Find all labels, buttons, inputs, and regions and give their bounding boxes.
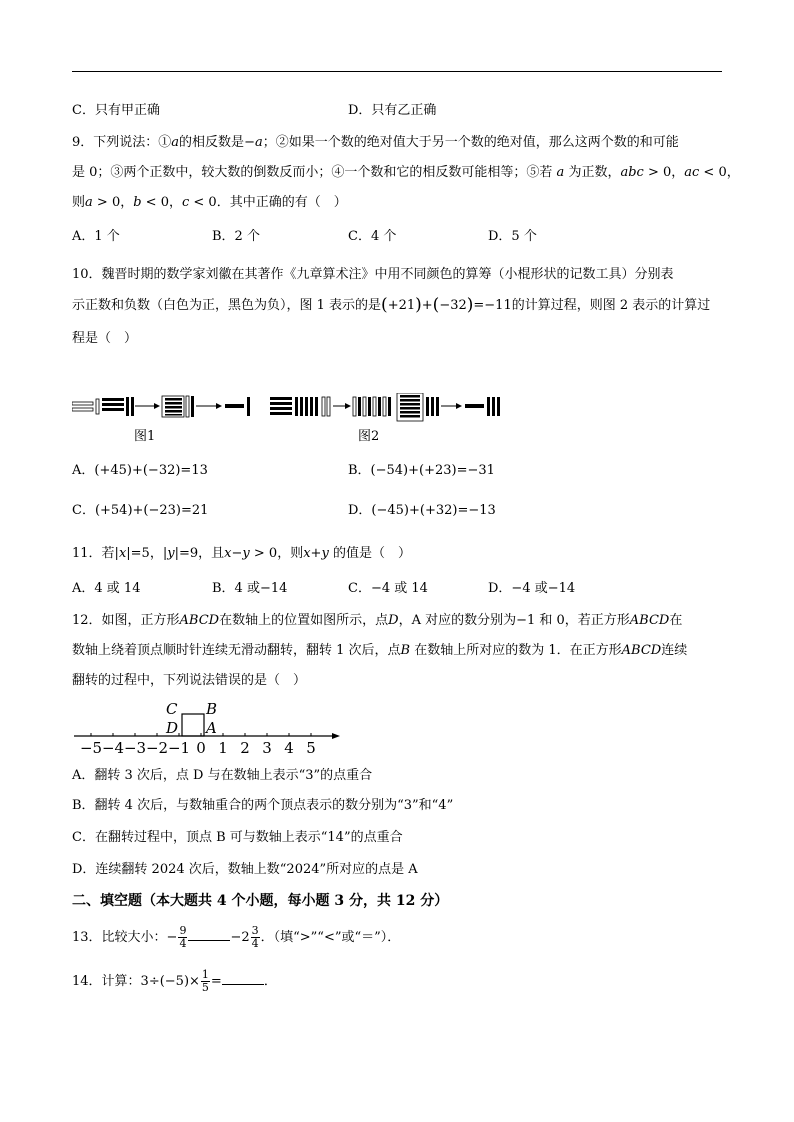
- axis-tick-label: 0: [196, 739, 206, 756]
- vertex-b-label: B: [206, 700, 218, 718]
- q12-option-a: A．翻转 3 次后，点 D 与在数轴上表示“3”的点重合: [72, 768, 373, 783]
- axis-tick-label: −3: [123, 739, 147, 756]
- axis-tick-label: 1: [218, 739, 228, 756]
- q11-option-d: D．−4 或−14: [488, 581, 576, 596]
- q8-option-c: C．只有甲正确: [72, 103, 160, 118]
- number-line-figure: [72, 698, 352, 756]
- header-rule: [72, 71, 722, 72]
- axis-tick-label: −2: [145, 739, 169, 756]
- q13-answer-blank[interactable]: [188, 928, 230, 941]
- q10-option-b: B．(−54)+(+23)=−31: [348, 463, 495, 478]
- q10-option-a: A．(+45)+(−32)=13: [72, 463, 208, 478]
- q8-option-d: D．只有乙正确: [348, 103, 437, 118]
- q9-option-a: A．1 个: [72, 229, 120, 244]
- vertex-a-label: A: [206, 719, 217, 737]
- q12-option-b: B．翻转 4 次后，与数轴重合的两个顶点表示的数分别为“3”和“4”: [72, 798, 454, 813]
- q9-option-c: C．4 个: [348, 229, 397, 244]
- q10-option-d: D．(−45)+(+32)=−13: [348, 503, 496, 518]
- q12-option-d: D．连续翻转 2024 次后，数轴上数“2024”所对应的点是 A: [72, 862, 418, 877]
- q9-line3: 则a > 0，b < 0，c < 0．其中正确的有（ ）: [72, 195, 347, 210]
- q12-line3: 翻转的过程中，下列说法错误的是（ ）: [72, 673, 307, 688]
- q12-option-c: C．在翻转过程中，顶点 B 可与数轴上表示“14”的点重合: [72, 830, 403, 845]
- axis-tick-label: −1: [167, 739, 191, 756]
- q11-option-b: B．4 或−14: [212, 581, 288, 596]
- q10-line1: 10．魏晋时期的数学家刘徽在其著作《九章算术注》中用不同颜色的算筹（小棍形状的记数工具）分别表: [72, 267, 674, 282]
- q11-option-a: A．4 或 14: [72, 581, 141, 596]
- q14-answer-blank[interactable]: [222, 972, 264, 985]
- q9-line2: 是 0；③两个正数中，较大数的倒数反而小；④一个数和它的相反数可能相等；⑤若 a 为正数，abc > 0，ac < 0，: [72, 165, 740, 180]
- q9-option-b: B．2 个: [212, 229, 260, 244]
- q14-line: 14．计算：3÷(−5)× $\frac{1}{5}$ = ．: [72, 968, 277, 994]
- axis-tick-label: 5: [306, 739, 316, 756]
- axis-tick-label: 4: [284, 739, 294, 756]
- fig1-rods: [72, 396, 250, 417]
- counting-rods-figure: [72, 393, 512, 423]
- fig1-label: 图1: [134, 429, 156, 444]
- vertex-d-label: D: [166, 719, 179, 737]
- axis-tick-label: −4: [101, 739, 125, 756]
- q12-line2: 数轴上绕着顶点顺时针连续无滑动翻转，翻转 1 次后，点B 在数轴上所对应的数为 1．在正方形ABCD连续: [72, 643, 688, 658]
- q10-line2: 示正数和负数（白色为正，黑色为负），图 1 表示的是(+21)+(−32)=−11的计算过程，则图 2 表示的计算过: [72, 295, 711, 315]
- q12-line1: 12．如图，正方形ABCD在数轴上的位置如图所示，点D，A 对应的数分别为−1 和 0，若正方形ABCD在: [72, 613, 683, 628]
- axis-tick-label: 2: [240, 739, 250, 756]
- section2-heading: 二、填空题（本大题共 4 个小题，每小题 3 分，共 12 分）: [72, 893, 449, 909]
- q13-line: 13．比较大小：− $\frac{9}{4}$ −2 $\frac{3}{4}$ ．（填“>”“<”或“＝”）．: [72, 924, 401, 950]
- fig2-rods: [270, 393, 500, 421]
- q11-line1: 11．若|x|=5，|y|=9，且x−y > 0，则x+y 的值是（ ）: [72, 546, 411, 561]
- fig2-label: 图2: [358, 429, 380, 444]
- q10-line3: 程是（ ）: [72, 331, 138, 346]
- axis-tick-label: 3: [262, 739, 272, 756]
- q10-option-c: C．(+54)+(−23)=21: [72, 503, 209, 518]
- square-abcd: [182, 714, 204, 736]
- axis-tick-label: −5: [79, 739, 103, 756]
- q9-option-d: D．5 个: [488, 229, 537, 244]
- axis-arrow: [332, 733, 340, 739]
- vertex-c-label: C: [166, 700, 178, 718]
- q11-option-c: C．−4 或 14: [348, 581, 428, 596]
- q9-line1: 9．下列说法：①a的相反数是−a；②如果一个数的绝对值大于另一个数的绝对值，那么这两个数的和可能: [72, 135, 679, 150]
